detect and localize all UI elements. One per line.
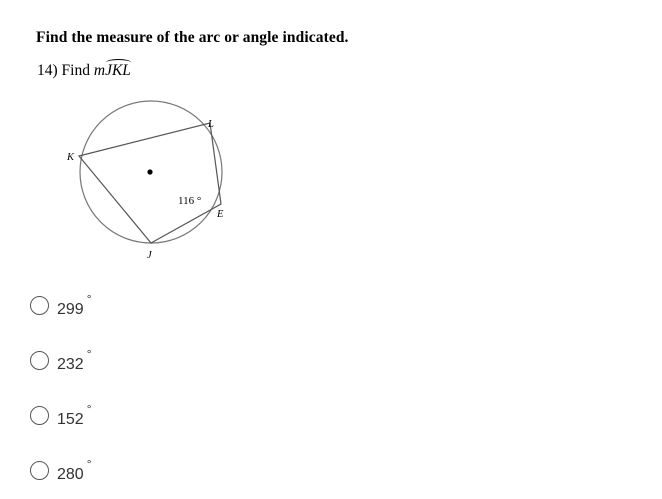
question-prefix: Find (61, 62, 90, 79)
radio-button[interactable] (30, 461, 49, 480)
question-number: 14) (37, 62, 58, 79)
option-152[interactable] (30, 402, 92, 429)
vertex-label-k: K (67, 152, 75, 163)
option-label: 152 (57, 411, 84, 428)
option-label: 299 (57, 301, 84, 318)
degree-symbol: ° (86, 457, 92, 471)
vertex-label-l: L (208, 119, 214, 130)
inscribed-quadrilateral (79, 123, 221, 243)
radio-button[interactable] (30, 406, 49, 425)
arc-name: JKL (105, 62, 131, 79)
arc-prefix: m (93, 62, 106, 79)
option-280[interactable] (30, 457, 92, 484)
instruction-text: Find the measure of the arc or angle indicated. (36, 29, 349, 46)
circle-diagram (60, 95, 240, 265)
degree-symbol: ° (86, 292, 92, 306)
point-label-e: E (217, 209, 224, 220)
option-label: 280 (57, 466, 84, 483)
center-point (147, 169, 152, 174)
radio-button[interactable] (30, 351, 49, 370)
question-text (37, 62, 131, 80)
angle-label: 116 ° (178, 195, 202, 207)
radio-button[interactable] (30, 296, 49, 315)
option-299[interactable] (30, 292, 92, 319)
vertex-label-j: J (147, 250, 152, 261)
option-label: 232 (57, 356, 84, 373)
option-232[interactable] (30, 347, 92, 374)
degree-symbol: ° (86, 347, 92, 361)
degree-symbol: ° (86, 402, 92, 416)
arc-notation (94, 62, 131, 79)
